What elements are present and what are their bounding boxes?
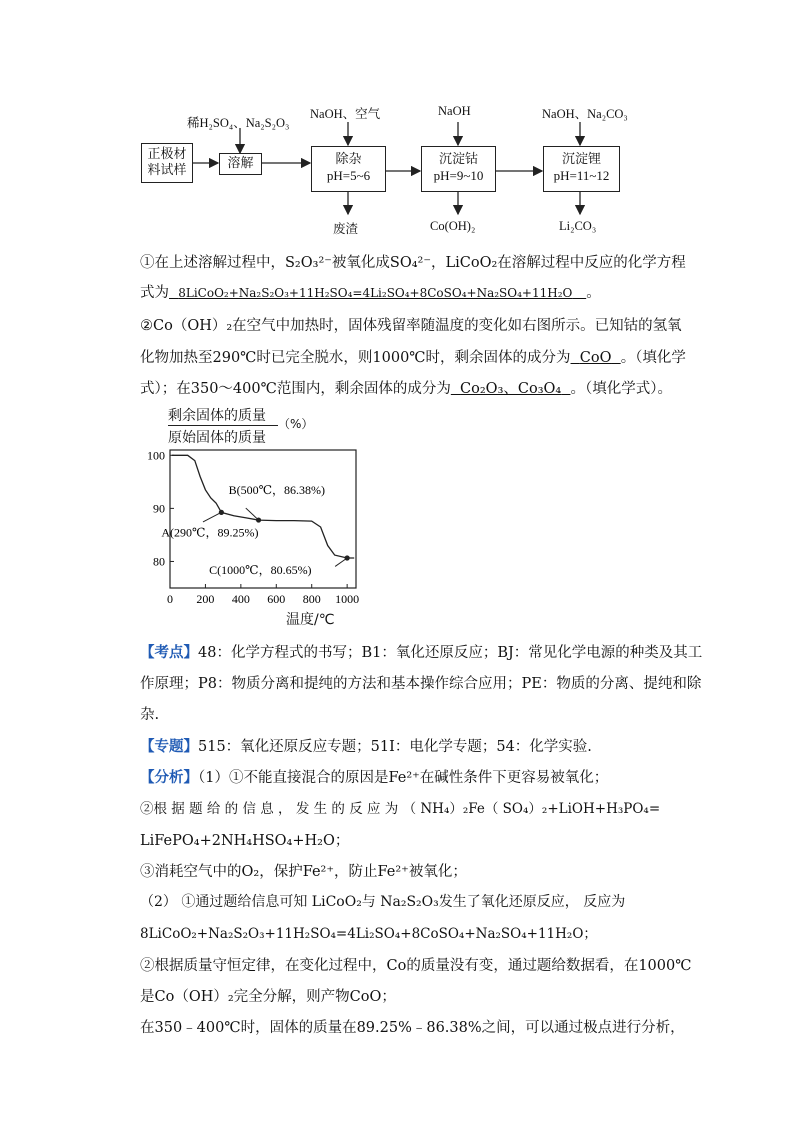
kaodian-line-1	[140, 641, 703, 662]
annotation-leader	[203, 512, 221, 522]
chart-title-numerator: 剩余固体的质量	[168, 408, 266, 424]
flow-box-sample	[141, 143, 193, 183]
q2-line-2	[140, 346, 686, 367]
flow-box-sample-label: 正极材料试样	[147, 147, 187, 178]
flow-input-impurity: NaOH、空气	[310, 107, 381, 121]
q2-answer-1-text: CoO	[579, 350, 612, 366]
kaodian-line-2: 作原理；P8：物质分离和提纯的方法和基本操作综合应用；PE：物质的分离、提纯和除	[140, 676, 702, 692]
y-tick-label: 90	[153, 501, 165, 516]
chart-title-denominator: 原始固体的质量	[168, 430, 266, 446]
flow-input-cobalt: NaOH	[438, 104, 471, 118]
zhuanti-tag: 【专题】	[140, 738, 198, 755]
flow-input-dissolve: 稀H₂SO₄、Na₂S₂O₃	[187, 116, 290, 130]
chart-xlabel: 温度/℃	[286, 612, 335, 628]
zhuanti-line	[140, 735, 680, 756]
flow-box-impurity-label: 除杂	[335, 152, 362, 167]
x-tick-label: 1000	[335, 592, 360, 606]
flow-box-cobalt-ph: pH=9~10	[433, 168, 484, 183]
fenxi-line-8: 是Co（OH）₂完全分解，则产物CoO；	[140, 989, 396, 1005]
q2-line-3	[140, 377, 680, 398]
flow-box-lithium-ph: pH=11~12	[553, 168, 610, 183]
flow-box-dissolve-label: 溶解	[227, 156, 254, 171]
q1-prefix: 式为	[140, 285, 169, 301]
q2-answer-2-text: Co₂O₃、Co₃O₄	[460, 381, 562, 397]
fenxi-tag: 【分析】	[140, 769, 198, 786]
fenxi-line-7: ②根据质量守恒定律，在变化过程中，Co的质量没有变，通过题给数据看，在1000℃	[140, 958, 692, 974]
q2-answer-2	[451, 381, 571, 397]
fenxi-line-1	[140, 766, 680, 787]
q1-line-a: ①在上述溶解过程中，S₂O₃²⁻被氧化成SO₄²⁻，LiCoO₂在溶解过程中反应的化学方程	[140, 255, 686, 271]
kaodian-tag: 【考点】	[140, 644, 198, 661]
y-tick-label: 80	[153, 554, 165, 569]
annotation-label: C(1000℃，80.65%)	[209, 563, 312, 578]
chart-title-unit: （%）	[278, 417, 314, 431]
q1-answer-text: 8LiCoO₂+Na₂S₂O₃+11H₂SO₄=4Li₂SO₄+8CoSO₄+Na₂SO₄+11H₂O	[178, 286, 573, 300]
residue-chart	[138, 440, 398, 630]
q2-line3-suffix: 。（填化学式）。	[570, 381, 672, 397]
fenxi-line-2: ②根 据 题 给 的 信 息 ， 发 生 的 反 应 为 （ NH₄）₂Fe（ SO₄）₂+LiOH+H₃PO₄=	[140, 801, 661, 817]
chart-title-bar	[168, 425, 278, 426]
q2-line-1: ②Co（OH）₂在空气中加热时，固体残留率随温度的变化如右图所示。已知钴的氢氧	[140, 318, 682, 334]
annotation-label: B(500℃，86.38%)	[228, 483, 325, 498]
flow-box-cobalt-label: 沉淀钴	[438, 152, 478, 167]
y-tick-label: 100	[147, 448, 165, 463]
fenxi-line-4: ③消耗空气中的O₂，保护Fe²⁺，防止Fe²⁺被氧化；	[140, 864, 467, 880]
q1-line-b	[140, 281, 680, 302]
x-tick-label: 200	[196, 592, 215, 606]
annotation-label: A(290℃，89.25%)	[161, 525, 259, 540]
kaodian-line-3: 杂.	[140, 707, 160, 723]
flow-box-lithium-label: 沉淀锂	[561, 152, 601, 167]
q2-line2-suffix: 。（填化学	[620, 350, 686, 366]
annotation-leader	[335, 558, 347, 566]
fenxi-line-9: 在350﹣400℃时，固体的质量在89.25%﹣86.38%之间，可以通过极点进行分析，	[140, 1020, 685, 1036]
residue-curve	[172, 455, 354, 558]
q1-suffix: 。	[586, 285, 601, 301]
x-tick-label: 800	[302, 592, 321, 606]
flow-box-dissolve	[219, 153, 262, 175]
flow-box-cobalt	[421, 146, 496, 192]
fenxi-text-1: （1）①不能直接混合的原因是Fe²⁺在碱性条件下更容易被氧化；	[198, 770, 609, 786]
flow-output-lithium: Li₂CO₃	[559, 219, 597, 233]
flow-output-impurity: 废渣	[333, 222, 359, 236]
q1-answer	[169, 285, 586, 301]
data-point-marker	[219, 510, 224, 515]
flow-box-lithium	[543, 146, 620, 192]
flow-arrows	[0, 0, 800, 240]
q2-line3-prefix: 式）；在350～400℃范围内，剩余固体的成分为	[140, 381, 451, 397]
kaodian-text-1: 48：化学方程式的书写；B1：氧化还原反应；BJ：常见化学电源的种类及其工	[198, 645, 703, 661]
x-tick-label: 0	[167, 592, 173, 606]
flow-box-impurity-ph: pH=5~6	[326, 168, 371, 183]
q2-answer-1	[571, 350, 621, 366]
x-tick-label: 600	[267, 592, 286, 606]
fenxi-line-3: LiFePO₄+2NH₄HSO₄+H₂O；	[140, 833, 350, 849]
x-tick-label: 400	[231, 592, 250, 606]
fenxi-line-5: （2） ①通过题给信息可知 LiCoO₂与 Na₂S₂O₃发生了氧化还原反应， 反应为	[140, 894, 626, 910]
fenxi-line-6: 8LiCoO₂+Na₂S₂O₃+11H₂SO₄=4Li₂SO₄+8CoSO₄+Na₂SO₄+11H₂O；	[140, 926, 597, 942]
zhuanti-text: 515：氧化还原反应专题；51I：电化学专题；54：化学实验.	[198, 739, 592, 755]
flow-input-lithium: NaOH、Na₂CO₃	[542, 107, 628, 121]
q2-line2-prefix: 化物加热至290℃时已完全脱水，则1000℃时，剩余固体的成分为	[140, 350, 571, 366]
flow-box-impurity	[311, 146, 386, 192]
flow-output-cobalt: Co(OH)₂	[430, 219, 476, 233]
